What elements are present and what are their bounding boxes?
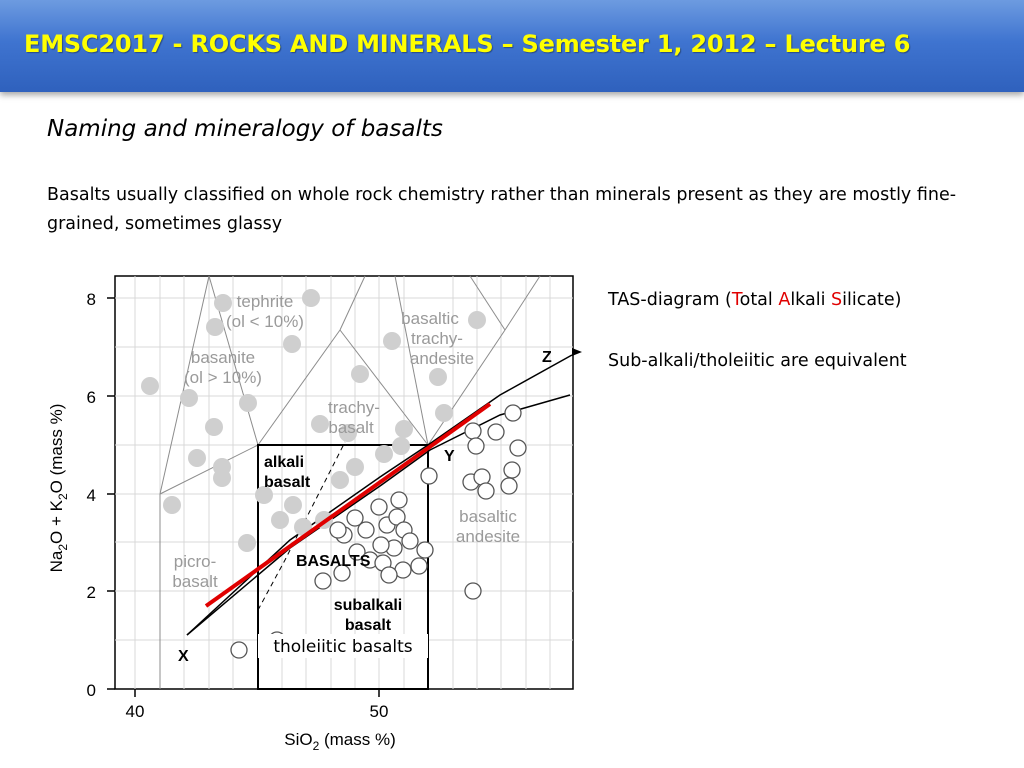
- label-picrobasalt-1: picro-: [173, 552, 217, 571]
- tholeiitic-basalts-annotation: tholeiitic basalts: [273, 637, 413, 657]
- label-picrobasalt-2: basalt: [172, 572, 218, 591]
- label-subalkali-basalt: basalt: [344, 617, 392, 634]
- x-axis-label-sub: 2: [312, 739, 320, 753]
- section-heading: Naming and mineralogy of basalts: [47, 116, 443, 142]
- y-axis-label: [47, 404, 70, 573]
- y-tick-6: 6: [86, 388, 96, 407]
- label-basalts: BASALTS: [296, 553, 371, 570]
- label-basanite: basanite: [190, 348, 256, 367]
- label-y: Y: [444, 448, 455, 465]
- slide-title: EMSC2017 - ROCKS AND MINERALS – Semester 1, 2012 – Lecture 6: [24, 30, 911, 58]
- label-basaltic-trachyandesite-2: trachy-: [411, 329, 463, 348]
- label-basanite-ol: (ol > 10%): [184, 368, 262, 387]
- equivalence-note: Sub-alkali/tholeiitic are equivalent: [608, 351, 907, 371]
- y-tick-2: 2: [86, 583, 96, 602]
- intro-paragraph: Basalts usually classified on whole rock chemistry rather than minerals present as they are mostly fine-grained, sometimes glassy: [47, 185, 957, 234]
- tas-word-otal: otal: [739, 290, 779, 310]
- tas-letter-s: S: [831, 290, 843, 310]
- y-tick-0: 0: [86, 681, 96, 700]
- y-axis-label-c: O (mass %): [47, 403, 66, 494]
- label-basaltic-trachyandesite-1: basaltic: [401, 309, 459, 328]
- y-axis-label-sub2: 2: [56, 493, 70, 501]
- label-basaltic-andesite-2: andesite: [455, 527, 521, 546]
- label-alkali-basalt: basalt: [264, 474, 311, 491]
- label-trachybasalt-2: basalt: [328, 418, 374, 437]
- label-tephrite: tephrite: [236, 292, 294, 311]
- label-basaltic-andesite-1: basaltic: [459, 507, 517, 526]
- label-tephrite-ol: (ol < 10%): [226, 312, 304, 331]
- x-axis-label-rest: (mass %): [319, 730, 396, 749]
- label-basaltic-trachyandesite-3: andesite: [409, 349, 475, 368]
- label-x: X: [178, 648, 189, 665]
- tas-word-lkali: lkali: [790, 290, 832, 310]
- label-trachybasalt-1: trachy-: [328, 398, 380, 417]
- y-tick-8: 8: [86, 290, 96, 309]
- y-axis-label-a: Na: [47, 550, 66, 573]
- x-tick-50: 50: [369, 702, 389, 721]
- label-alkali: alkali: [264, 454, 305, 471]
- z-arrow: [572, 348, 582, 356]
- y-tick-4: 4: [86, 486, 96, 505]
- y-axis-label-sub1: 2: [56, 543, 70, 551]
- y-axis-label-b: O + K: [47, 500, 66, 544]
- label-z: Z: [542, 349, 552, 366]
- label-subalkali: subalkali: [333, 597, 403, 614]
- x-axis-label-main: SiO: [284, 730, 313, 749]
- tas-letter-t: T: [731, 290, 740, 310]
- x-axis-label: [284, 730, 396, 753]
- x-tick-40: 40: [125, 702, 145, 721]
- tas-word-ilicate: ilicate): [842, 290, 902, 310]
- tas-letter-a: A: [778, 290, 791, 310]
- tas-caption-prefix: TAS-diagram (: [608, 290, 732, 310]
